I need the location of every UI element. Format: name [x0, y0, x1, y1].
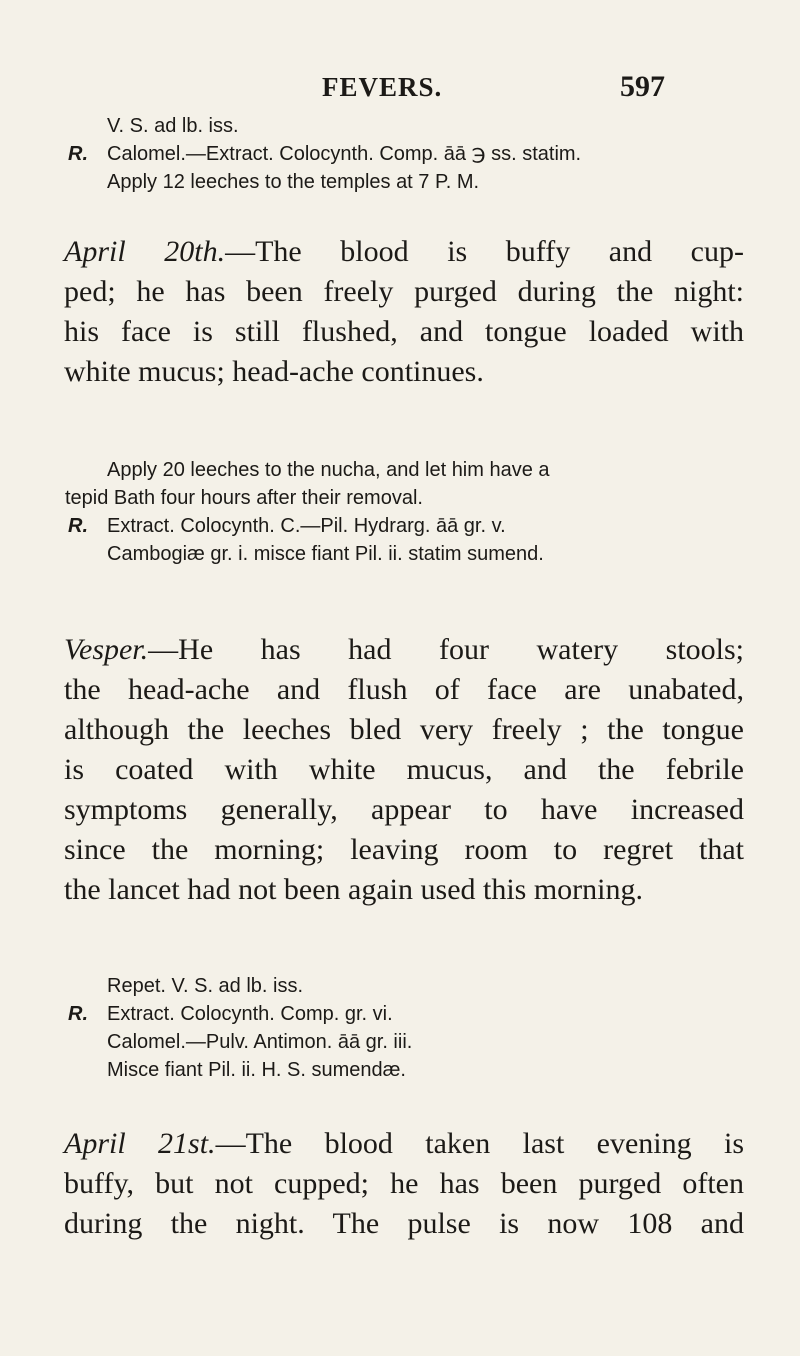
recipe-symbol: R. [68, 515, 88, 537]
rx-line: Repet. V. S. ad lb. iss. [107, 975, 304, 997]
entry-date: April 21st. [64, 1127, 216, 1160]
text-line: is coated with white mucus, and the febrile [64, 753, 744, 786]
rx-line: Apply 20 leeches to the nucha, and let him have a [107, 459, 550, 481]
text-line [64, 232, 744, 272]
text-line [64, 1124, 744, 1164]
rx-line [68, 512, 800, 540]
recipe-symbol: R. [68, 1003, 88, 1025]
text-line-rest: —He has had four watery stools; [148, 633, 744, 666]
text-line [64, 630, 744, 670]
text-line: ped; he has been freely purged during the night: [64, 275, 744, 308]
page-header [0, 72, 800, 112]
rx-line: Calomel.—Pulv. Antimon. āā gr. iii. [107, 1031, 413, 1053]
text-line: the head-ache and flush of face are unabated, [64, 673, 744, 706]
rx-line [68, 1000, 800, 1028]
rx-line: Cambogiæ gr. i. misce fiant Pil. ii. statim sumend. [107, 543, 544, 565]
text-line: although the leeches bled very freely ; the tongue [64, 713, 744, 746]
text-line: his face is still flushed, and tongue loaded with [64, 315, 744, 348]
text-line: since the morning; leaving room to regret that [64, 833, 744, 866]
prescription-block-2 [0, 456, 800, 568]
text-line: symptoms generally, appear to have increased [64, 793, 744, 826]
rx-line: V. S. ad lb. iss. [107, 115, 239, 137]
text-line-rest: —The blood taken last evening is [215, 1127, 745, 1160]
paragraph-april-21 [64, 1124, 744, 1244]
text-line: the lancet had not been again used this morning. [64, 873, 644, 906]
rx-line: Misce fiant Pil. ii. H. S. sumendæ. [107, 1059, 406, 1081]
prescription-block-3 [0, 972, 800, 1084]
entry-date: April 20th. [64, 235, 226, 268]
recipe-symbol: R. [68, 143, 88, 165]
page-number: 597 [620, 70, 665, 103]
text-line-rest: —The blood is buffy and cup- [225, 235, 744, 268]
text-line: during the night. The pulse is now 108 and [64, 1207, 744, 1240]
text-line: buffy, but not cupped; he has been purged often [64, 1167, 744, 1200]
rx-line-text: Extract. Colocynth. Comp. gr. vi. [107, 1003, 393, 1025]
paragraph-april-20 [64, 232, 744, 392]
running-head: FEVERS. [322, 72, 443, 102]
rx-line-text: Calomel.—Extract. Colocynth. Comp. āā ℈ ss. statim. [107, 143, 582, 165]
rx-line-text: Extract. Colocynth. C.—Pil. Hydrarg. āā gr. v. [107, 515, 506, 537]
rx-line: tepid Bath four hours after their removal. [65, 487, 423, 509]
rx-line [68, 140, 800, 168]
text-line: white mucus; head-ache continues. [64, 355, 484, 388]
prescription-block-1 [0, 112, 800, 196]
paragraph-vesper [64, 630, 744, 910]
rx-line: Apply 12 leeches to the temples at 7 P. M. [107, 171, 480, 193]
entry-date: Vesper. [64, 633, 149, 666]
